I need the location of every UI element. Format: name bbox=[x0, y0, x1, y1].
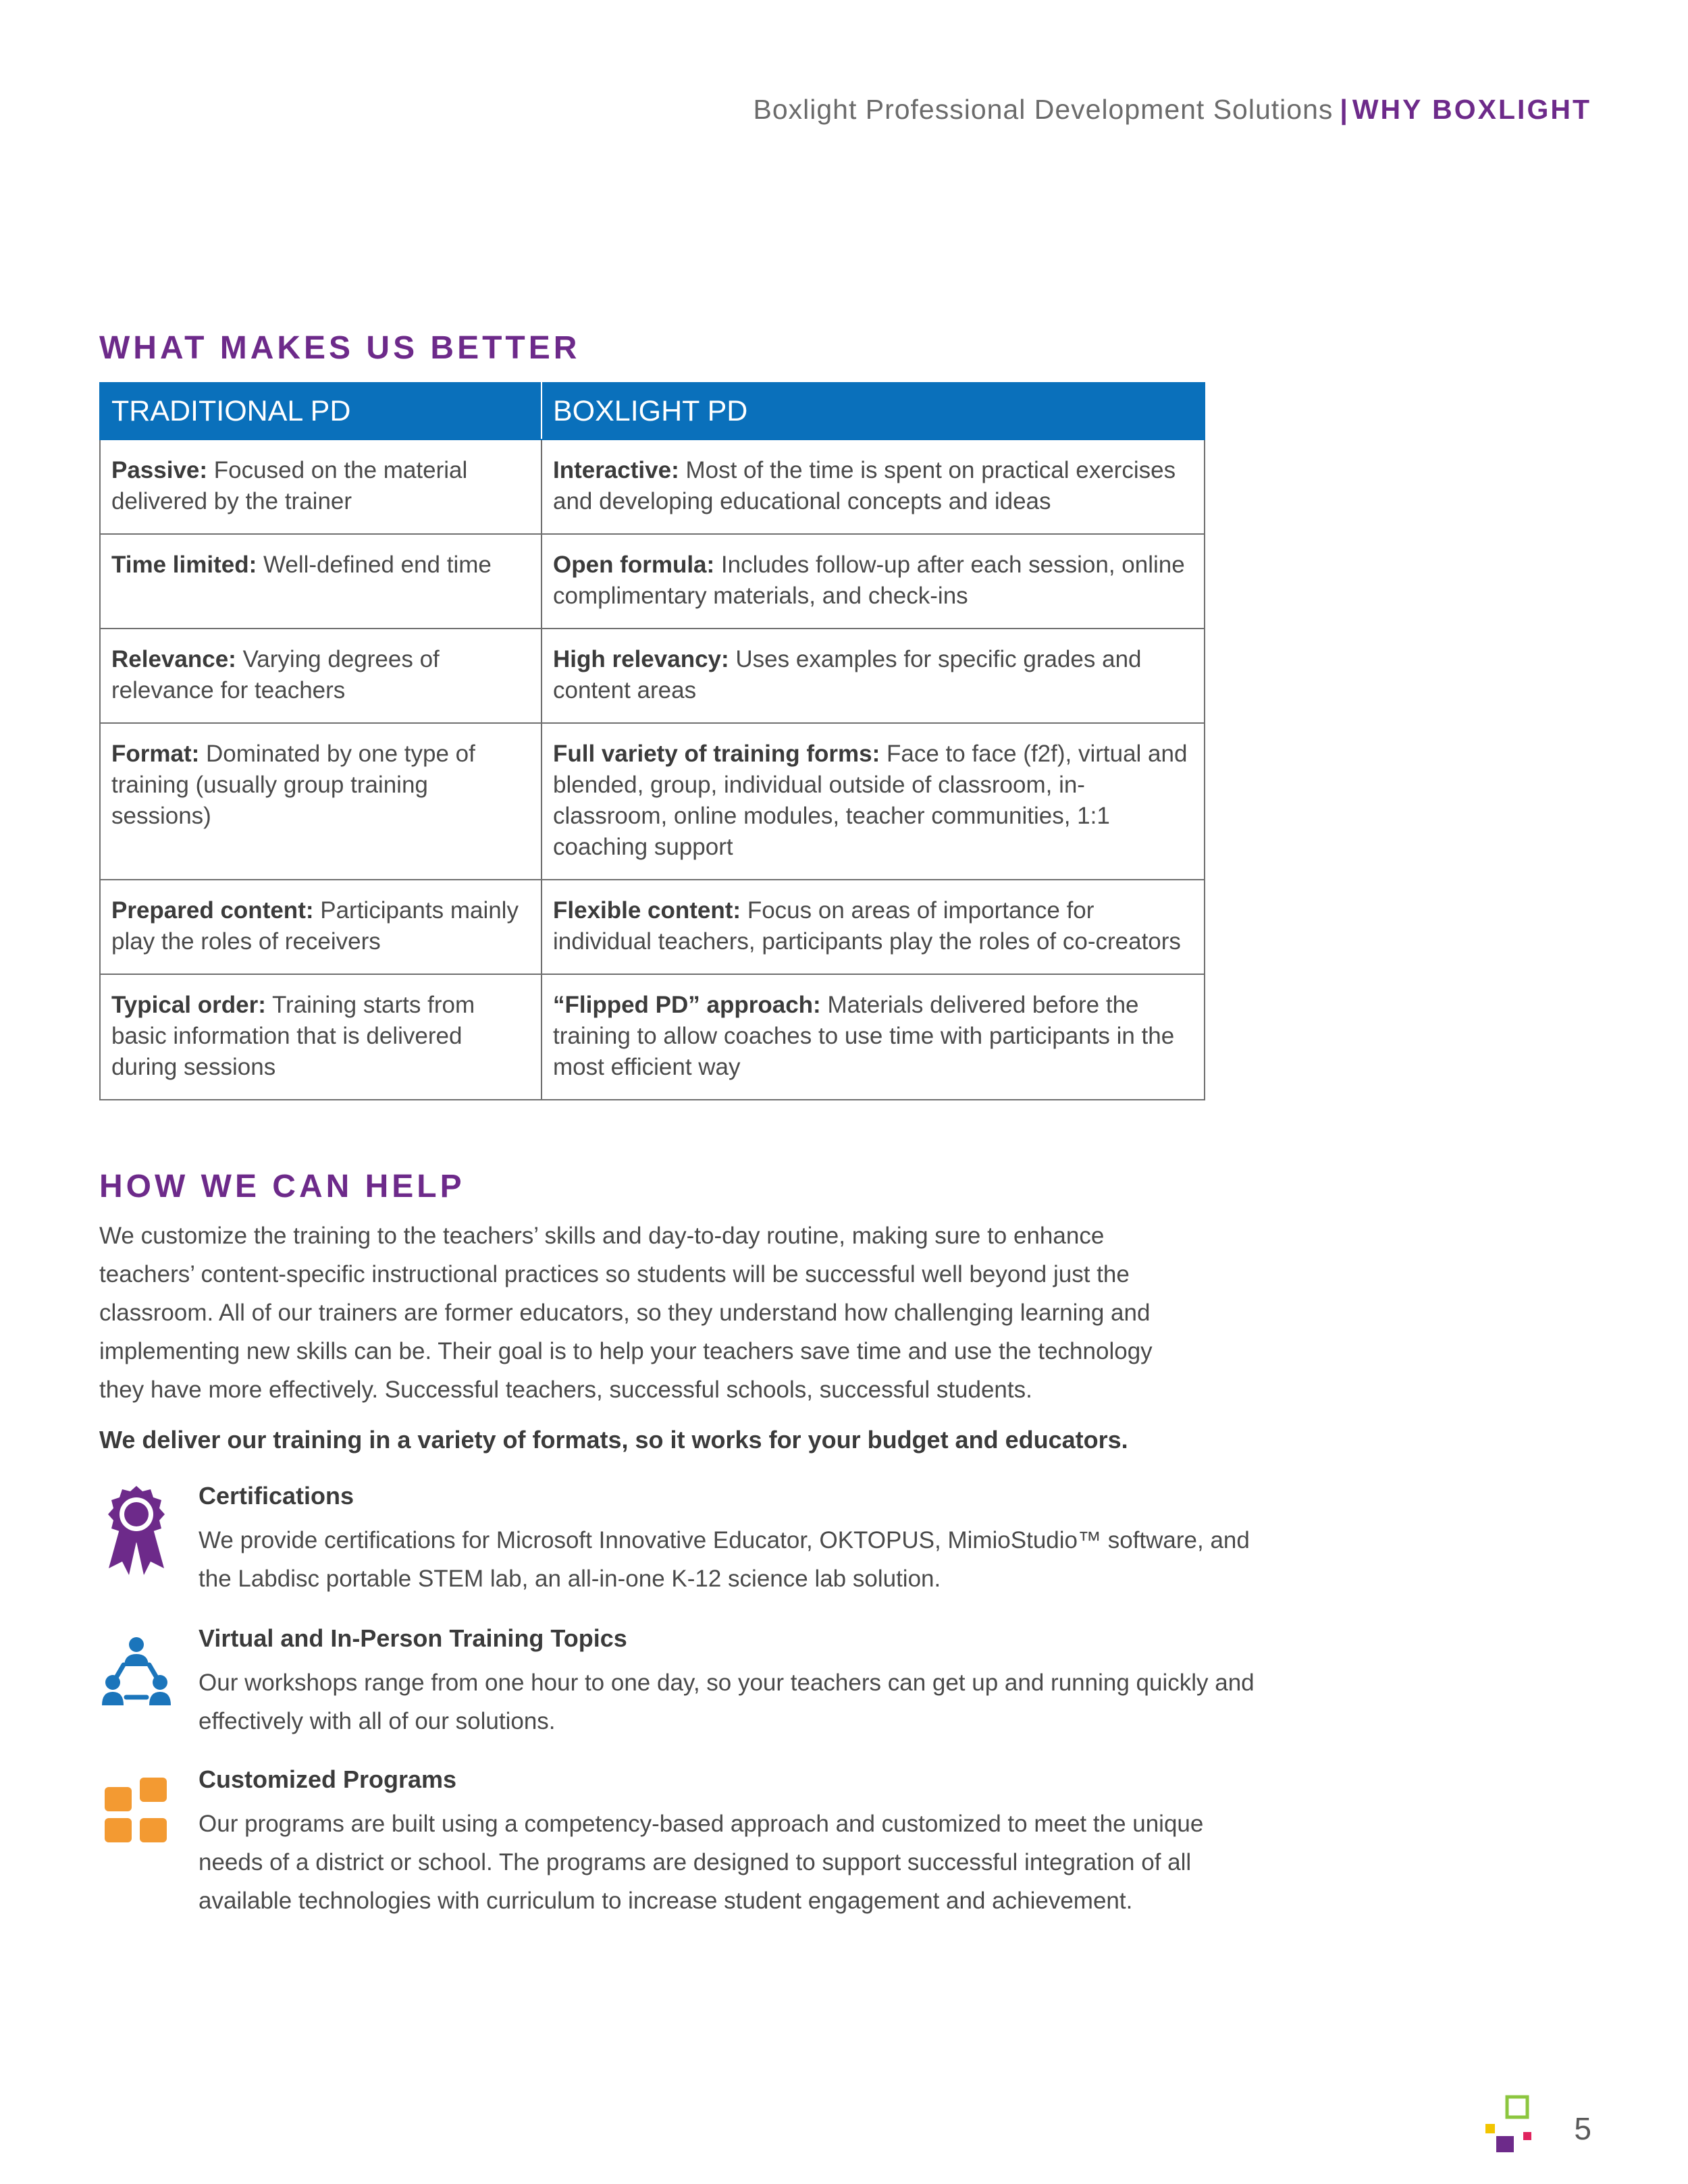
page-header bbox=[753, 94, 1591, 126]
document-title: Boxlight Professional Development Solutions bbox=[753, 94, 1334, 125]
boxlight-cell bbox=[542, 723, 1205, 880]
traditional-cell bbox=[100, 880, 542, 974]
cell-text: Focused on the material delivered by the trainer bbox=[111, 457, 468, 514]
traditional-cell bbox=[100, 534, 542, 629]
column-header-boxlight: BOXLIGHT PD bbox=[542, 383, 1205, 440]
help-section-title: HOW WE CAN HELP bbox=[99, 1169, 465, 1204]
cell-text: Most of the time is spent on practical exercises and developing educational concepts and ideas bbox=[553, 457, 1176, 514]
boxlight-cell bbox=[542, 534, 1205, 629]
feature-description: We provide certifications for Microsoft Innovative Educator, OKTOPUS, MimioStudio™ software, and the Labdisc portable STEM lab, an all-in-one K-12 science lab solution. bbox=[199, 1527, 1250, 1592]
boxlight-cell bbox=[542, 440, 1205, 534]
cell-text: Well-defined end time bbox=[263, 552, 492, 578]
help-paragraph: We customize the training to the teachers’ skills and day-to-day routine, making sure to enhance teachers’ content-specific instructional practices so students will be successful well beyond just the classroom. All of our trainers are former educators, so they understand how challenging learning and implementing new skills can be. Their goal is to help your teachers save time and use the technology they have more effectively. Successful teachers, successful schools, successful students. bbox=[99, 1223, 1153, 1403]
section-name: WHY BOXLIGHT bbox=[1352, 94, 1591, 125]
cell-text: Training starts from basic information that is delivered during sessions bbox=[111, 992, 475, 1080]
cell-term: Prepared content: bbox=[111, 897, 314, 924]
traditional-cell bbox=[100, 974, 542, 1100]
comparison-table bbox=[99, 382, 1205, 1100]
traditional-cell bbox=[100, 723, 542, 880]
table-row bbox=[100, 629, 1205, 723]
cell-term: Passive: bbox=[111, 457, 208, 483]
cell-text: Materials delivered before the training to allow coaches to use time with participants in the most efficient way bbox=[553, 992, 1175, 1080]
feature-certifications bbox=[99, 1482, 1250, 1603]
cell-text: Varying degrees of relevance for teachers bbox=[111, 646, 440, 703]
cell-term: Interactive: bbox=[553, 457, 679, 483]
traditional-cell bbox=[100, 440, 542, 534]
feature-description: Our programs are built using a competency-based approach and customized to meet the unique needs of a district or school. The programs are designed to support successful integration of all available technologies with curriculum to increase student engagement and achievement. bbox=[199, 1811, 1204, 1914]
cell-text: Dominated by one type of training (usually group training sessions) bbox=[111, 741, 475, 829]
page-number: 5 bbox=[1574, 2111, 1591, 2146]
cell-term: Relevance: bbox=[111, 646, 236, 672]
table-row bbox=[100, 974, 1205, 1100]
feature-title: Customized Programs bbox=[199, 1765, 457, 1793]
boxlight-logo-icon bbox=[1484, 2093, 1533, 2155]
feature-title: Virtual and In-Person Training Topics bbox=[199, 1624, 627, 1652]
formats-statement: We deliver our training in a variety of formats, so it works for your budget and educators. bbox=[99, 1426, 1128, 1454]
column-header-traditional: TRADITIONAL PD bbox=[100, 383, 542, 440]
cell-term: Format: bbox=[111, 741, 200, 767]
boxlight-cell bbox=[542, 629, 1205, 723]
cell-text: Uses examples for specific grades and content areas bbox=[553, 646, 1142, 703]
grid-blocks-icon bbox=[99, 1765, 174, 1860]
table-row bbox=[100, 534, 1205, 629]
header-separator: | bbox=[1340, 94, 1348, 125]
boxlight-cell bbox=[542, 974, 1205, 1100]
cell-term: “Flipped PD” approach: bbox=[553, 992, 821, 1018]
table-row bbox=[100, 880, 1205, 974]
table-header-row bbox=[100, 383, 1205, 440]
cell-term: Full variety of training forms: bbox=[553, 741, 880, 767]
certification-ribbon-icon bbox=[99, 1482, 174, 1576]
cell-text: Includes follow-up after each session, online complimentary materials, and check-ins bbox=[553, 552, 1185, 609]
cell-term: Typical order: bbox=[111, 992, 266, 1018]
cell-term: Time limited: bbox=[111, 552, 257, 578]
cell-text: Participants mainly play the roles of receivers bbox=[111, 897, 519, 955]
traditional-cell bbox=[100, 629, 542, 723]
feature-description: Our workshops range from one hour to one day, so your teachers can get up and running quickly and effectively with all of our solutions. bbox=[199, 1670, 1255, 1734]
group-people-icon bbox=[99, 1624, 174, 1719]
cell-text: Focus on areas of importance for individual teachers, participants play the roles of co-creators bbox=[553, 897, 1181, 955]
table-row bbox=[100, 440, 1205, 534]
better-section-title: WHAT MAKES US BETTER bbox=[99, 330, 581, 366]
feature-training-topics bbox=[99, 1624, 1255, 1746]
cell-term: Open formula: bbox=[553, 552, 715, 578]
boxlight-cell bbox=[542, 880, 1205, 974]
feature-customized-programs bbox=[99, 1765, 1207, 1968]
table-row bbox=[100, 723, 1205, 880]
feature-title: Certifications bbox=[199, 1482, 354, 1510]
cell-term: Flexible content: bbox=[553, 897, 741, 924]
cell-text: Face to face (f2f), virtual and blended, group, individual outside of classroom, in-classroom, online modules, teacher communities, 1:1 coaching support bbox=[553, 741, 1188, 860]
cell-term: High relevancy: bbox=[553, 646, 729, 672]
